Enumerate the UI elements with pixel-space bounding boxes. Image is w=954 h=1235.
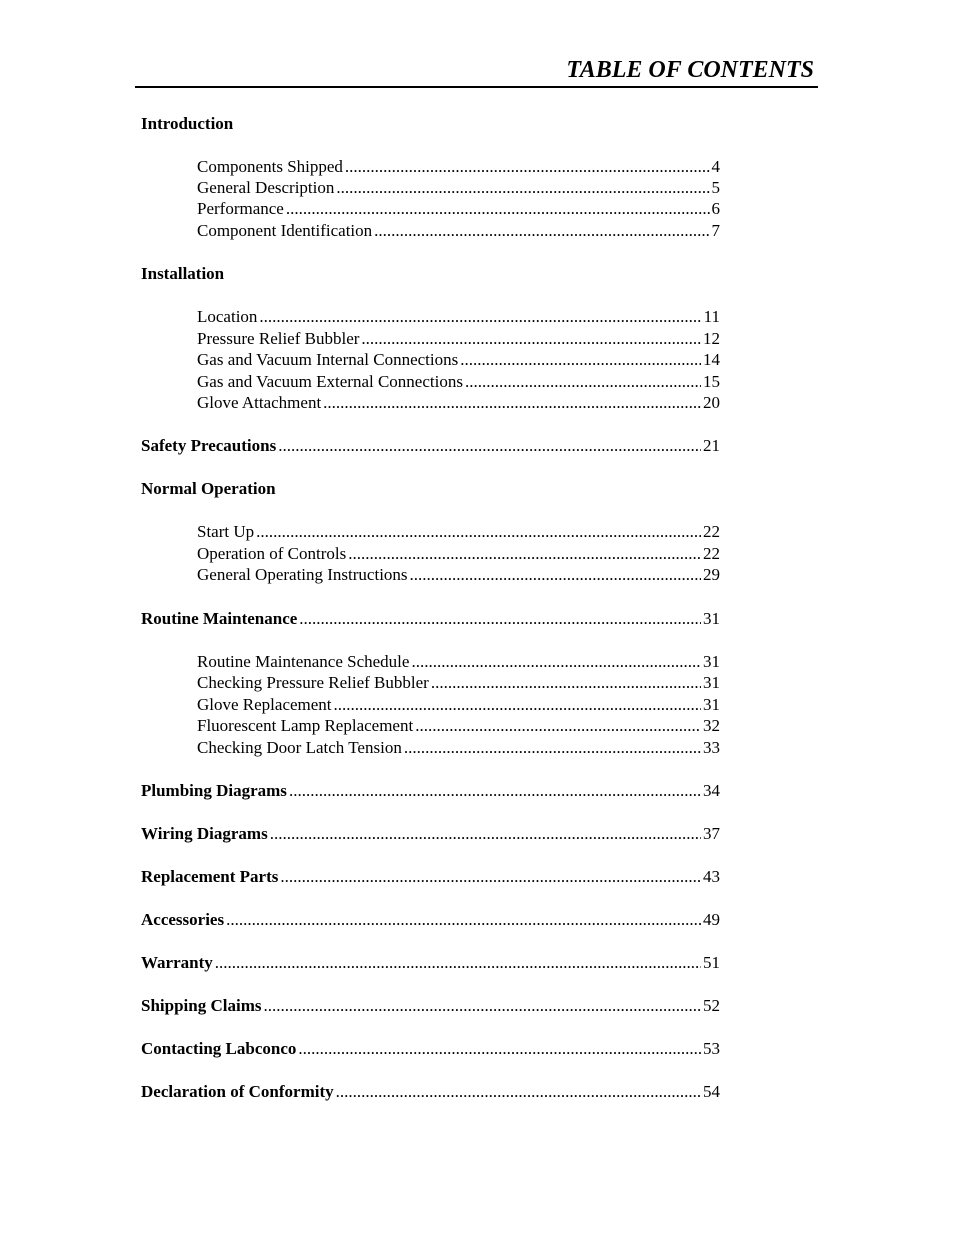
toc-entry-glove-attachment[interactable]: [197, 392, 720, 413]
toc-entry-gas-vacuum-internal[interactable]: [197, 349, 720, 370]
toc-entry-page: 4: [711, 157, 720, 176]
toc-entry-general-description[interactable]: [197, 177, 720, 198]
toc-entry-components-shipped[interactable]: [197, 156, 720, 177]
toc-entry-label: Accessories: [141, 910, 225, 929]
toc-entry-routine-maintenance[interactable]: [141, 608, 720, 629]
toc-entry-label: Gas and Vacuum Internal Connections: [197, 350, 459, 369]
dot-leader: [259, 306, 701, 327]
toc-entry-gas-vacuum-external[interactable]: [197, 371, 720, 392]
toc-entry-page: 22: [703, 522, 720, 541]
toc-entry-label: General Operating Instructions: [197, 565, 408, 584]
toc-entry-contacting-labconco[interactable]: [141, 1038, 720, 1059]
dot-leader: [263, 995, 701, 1016]
toc-entry-page: 21: [703, 436, 720, 455]
toc-entry-label: Glove Replacement: [197, 695, 332, 714]
dot-leader: [226, 909, 701, 930]
toc-entry-page: 29: [703, 565, 720, 584]
toc-entry-label: Safety Precautions: [141, 436, 277, 455]
toc-entry-label: Start Up: [197, 522, 255, 541]
toc-entry-label: Contacting Labconco: [141, 1039, 297, 1058]
toc-entry-label: Checking Pressure Relief Bubbler: [197, 673, 429, 692]
page-title: TABLE OF CONTENTS: [566, 57, 814, 83]
dot-leader: [345, 156, 710, 177]
dot-leader: [410, 564, 701, 585]
toc-entry-label: Component Identification: [197, 221, 373, 240]
toc-entry-label: Routine Maintenance Schedule: [197, 652, 410, 671]
toc-entry-general-operating-instructions[interactable]: [197, 564, 720, 585]
toc-entry-page: 31: [703, 609, 720, 628]
toc-entry-component-identification[interactable]: [197, 220, 720, 241]
dot-leader: [431, 672, 701, 693]
section-heading-introduction: Introduction: [141, 114, 234, 133]
toc-entry-page: 33: [703, 738, 720, 757]
toc-entry-location[interactable]: [197, 306, 720, 327]
toc-entry-wiring-diagrams[interactable]: [141, 823, 720, 844]
toc-entry-label: Pressure Relief Bubbler: [197, 329, 360, 348]
toc-entry-checking-door-latch-tension[interactable]: [197, 737, 720, 758]
toc-entry-page: 5: [711, 178, 720, 197]
dot-leader: [289, 780, 701, 801]
toc-entry-page: 37: [703, 824, 720, 843]
toc-entry-pressure-relief-bubbler[interactable]: [197, 328, 720, 349]
toc-entry-page: 7: [711, 221, 720, 240]
dot-leader: [215, 952, 701, 973]
toc-entry-label: Components Shipped: [197, 157, 343, 176]
toc-entry-page: 15: [703, 372, 720, 391]
toc-entry-page: 6: [711, 199, 720, 218]
dot-leader: [323, 392, 701, 413]
toc-entry-routine-maintenance-schedule[interactable]: [197, 651, 720, 672]
toc-entry-label: Wiring Diagrams: [141, 824, 268, 843]
toc-entry-label: Warranty: [141, 953, 213, 972]
toc-entry-label: Glove Attachment: [197, 393, 322, 412]
dot-leader: [280, 866, 701, 887]
dot-leader: [465, 371, 701, 392]
toc-entry-page: 43: [703, 867, 720, 886]
toc-entry-label: Fluorescent Lamp Replacement: [197, 716, 414, 735]
toc-entry-label: General Description: [197, 178, 335, 197]
toc-entry-label: Checking Door Latch Tension: [197, 738, 402, 757]
dot-leader: [361, 328, 701, 349]
dot-leader: [460, 349, 701, 370]
toc-entry-start-up[interactable]: [197, 521, 720, 542]
toc-entry-checking-pressure-relief-bubbler[interactable]: [197, 672, 720, 693]
toc-entry-operation-of-controls[interactable]: [197, 543, 720, 564]
dot-leader: [270, 823, 701, 844]
dot-leader: [336, 1081, 701, 1102]
toc-entry-label: Gas and Vacuum External Connections: [197, 372, 463, 391]
toc-entry-safety-precautions[interactable]: [141, 435, 720, 456]
toc-entry-fluorescent-lamp-replacement[interactable]: [197, 715, 720, 736]
dot-leader: [415, 715, 701, 736]
dot-leader: [286, 198, 710, 219]
section-heading-normal-operation: Normal Operation: [141, 479, 276, 498]
toc-entry-page: 53: [703, 1039, 720, 1058]
toc-entry-performance[interactable]: [197, 198, 720, 219]
toc-entry-shipping-claims[interactable]: [141, 995, 720, 1016]
dot-leader: [256, 521, 701, 542]
section-heading-installation: Installation: [141, 264, 225, 283]
dot-leader: [336, 177, 709, 198]
toc-entry-accessories[interactable]: [141, 909, 720, 930]
toc-entry-glove-replacement[interactable]: [197, 694, 720, 715]
toc-entry-page: 12: [703, 329, 720, 348]
toc-entry-page: 11: [703, 307, 720, 326]
toc-entry-label: Shipping Claims: [141, 996, 262, 1015]
toc-entry-label: Performance: [197, 199, 284, 218]
toc-entry-page: 52: [703, 996, 720, 1015]
dot-leader: [411, 651, 701, 672]
toc-entry-label: Replacement Parts: [141, 867, 279, 886]
toc-entry-page: 31: [703, 695, 720, 714]
toc-entry-page: 31: [703, 652, 720, 671]
toc-entry-warranty[interactable]: [141, 952, 720, 973]
toc-entry-label: Declaration of Conformity: [141, 1082, 334, 1101]
dot-leader: [334, 694, 701, 715]
toc-entry-page: 31: [703, 673, 720, 692]
dot-leader: [278, 435, 701, 456]
toc-entry-declaration-of-conformity[interactable]: [141, 1081, 720, 1102]
toc-entry-page: 49: [703, 910, 720, 929]
toc-entry-page: 54: [703, 1082, 720, 1101]
toc-entry-plumbing-diagrams[interactable]: [141, 780, 720, 801]
toc-entry-page: 20: [703, 393, 720, 412]
dot-leader: [404, 737, 701, 758]
dot-leader: [374, 220, 709, 241]
toc-entry-replacement-parts[interactable]: [141, 866, 720, 887]
toc-entry-label: Operation of Controls: [197, 544, 347, 563]
toc-entry-page: 51: [703, 953, 720, 972]
toc-entry-page: 34: [703, 781, 720, 800]
toc-entry-page: 22: [703, 544, 720, 563]
dot-leader: [298, 1038, 701, 1059]
toc-entry-label: Location: [197, 307, 258, 326]
toc-entry-label: Plumbing Diagrams: [141, 781, 287, 800]
dot-leader: [348, 543, 701, 564]
toc-entry-page: 14: [703, 350, 720, 369]
toc-entry-label: Routine Maintenance: [141, 609, 298, 628]
toc-entry-page: 32: [703, 716, 720, 735]
dot-leader: [299, 608, 701, 629]
